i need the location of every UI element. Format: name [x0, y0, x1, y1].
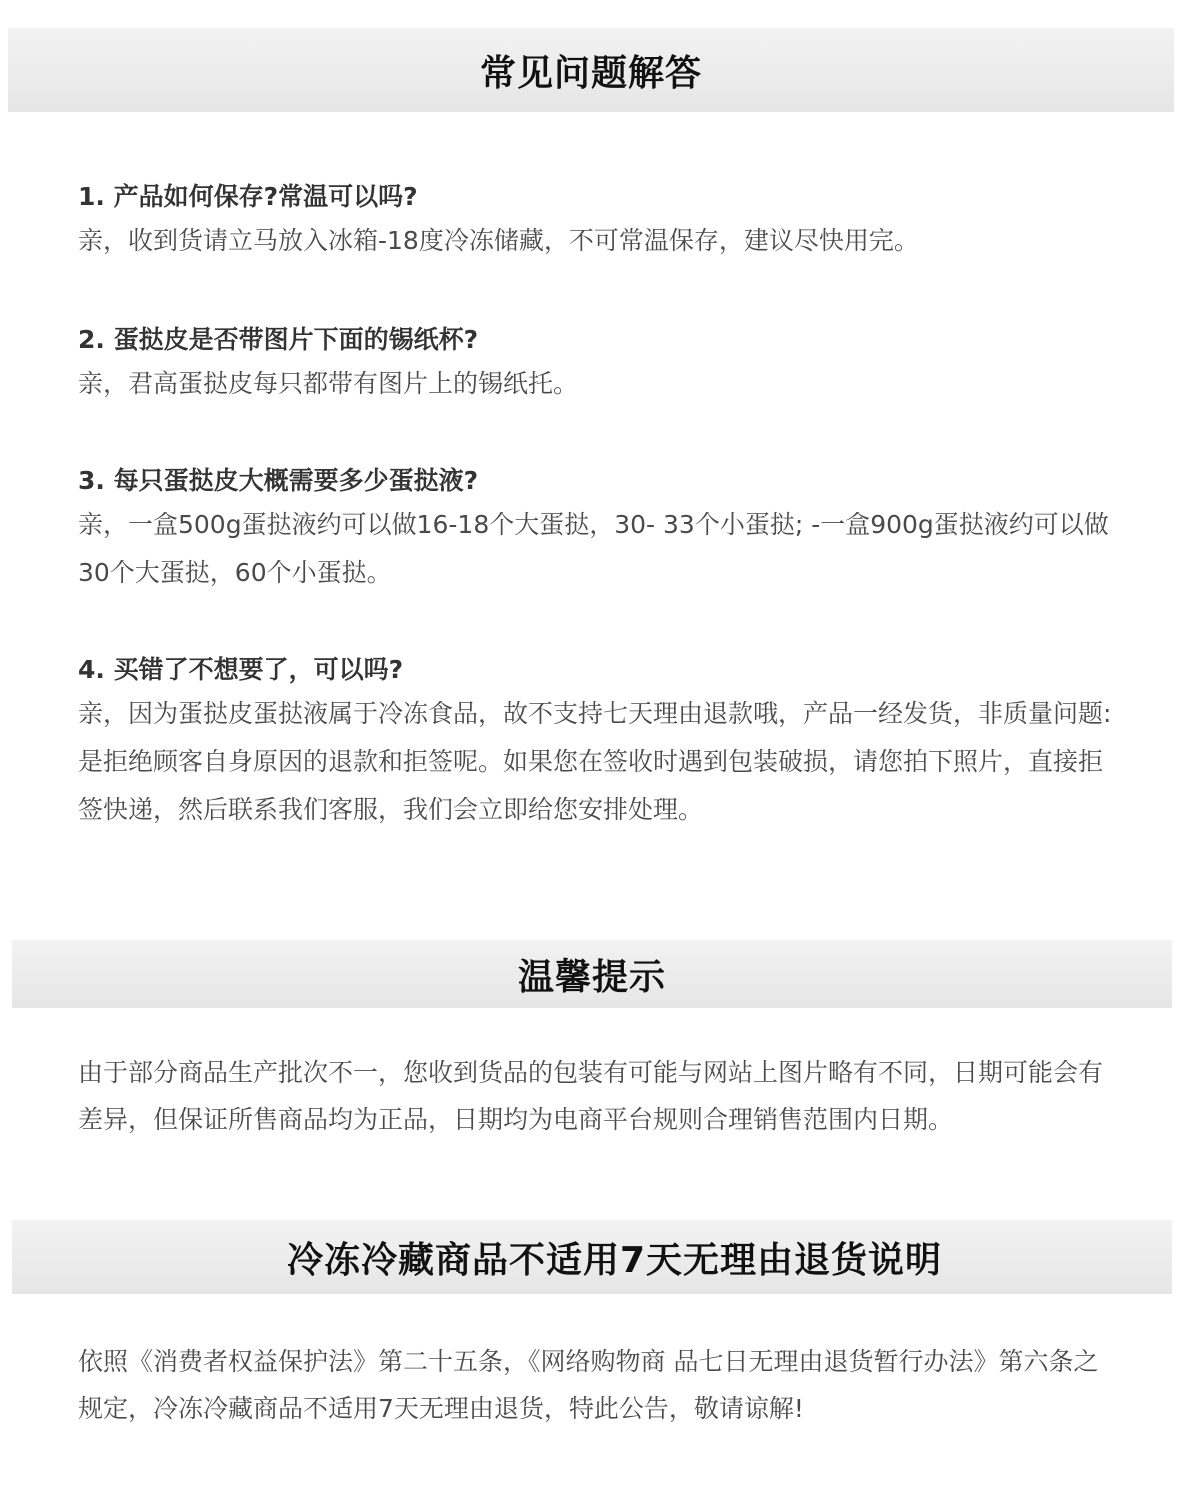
faq-question: 2. 蛋挞皮是否带图片下面的锡纸杯? [78, 325, 479, 354]
faq-header-banner [8, 28, 1174, 112]
tips-title: 温馨提示 [517, 956, 666, 998]
tips-text: 由于部分商品生产批次不一，您收到货品的包装有可能与网站上图片略有不同，日期可能会有差异，但保证所售商品均为正品，日期均为电商平台规则合理销售范围内日期。 [78, 1058, 1104, 1134]
faq-item [78, 177, 1118, 265]
return-policy-header-banner [12, 1220, 1172, 1294]
faq-answer: 亲，一盒500g蛋挞液约可以做16-18个大蛋挞，30- 33个小蛋挞; -一盒900g蛋挞液约可以做30个大蛋挞，60个小蛋挞。 [78, 510, 1109, 587]
return-policy-text: 依照《消费者权益保护法》第二十五条，《网络购物商 品七日无理由退货暂行办法》第六条之规定，冷冻冷藏商品不适用7天无理由退货，特此公告，敬请谅解! [78, 1347, 1099, 1423]
faq-question: 3. 每只蛋挞皮大概需要多少蛋挞液? [78, 466, 479, 495]
tips-header-banner [12, 940, 1172, 1008]
faq-item [78, 650, 1118, 834]
faq-answer: 亲，君高蛋挞皮每只都带有图片上的锡纸托。 [78, 369, 579, 398]
faq-question: 1. 产品如何保存?常温可以吗? [78, 182, 418, 211]
faq-item [78, 320, 1118, 408]
faq-answer: 亲，因为蛋挞皮蛋挞液属于冷冻食品，故不支持七天理由退款哦，产品一经发货，非质量问题: 是拒绝顾客自身原因的退款和拒签呢。如果您在签收时遇到包装破损，请您拍下照片，直接拒签快递，然后联系我们客服，我们会立即给您安排处理。 [78, 699, 1112, 824]
faq-question: 4. 买错了不想要了，可以吗? [78, 655, 404, 684]
faq-answer: 亲，收到货请立马放入冰箱-18度冷冻储藏，不可常温保存，建议尽快用完。 [78, 226, 919, 255]
faq-item [78, 461, 1118, 597]
faq-title: 常见问题解答 [479, 52, 702, 94]
return-policy-title: 冷冻冷藏商品不适用7天无理由退货说明 [286, 1239, 943, 1281]
